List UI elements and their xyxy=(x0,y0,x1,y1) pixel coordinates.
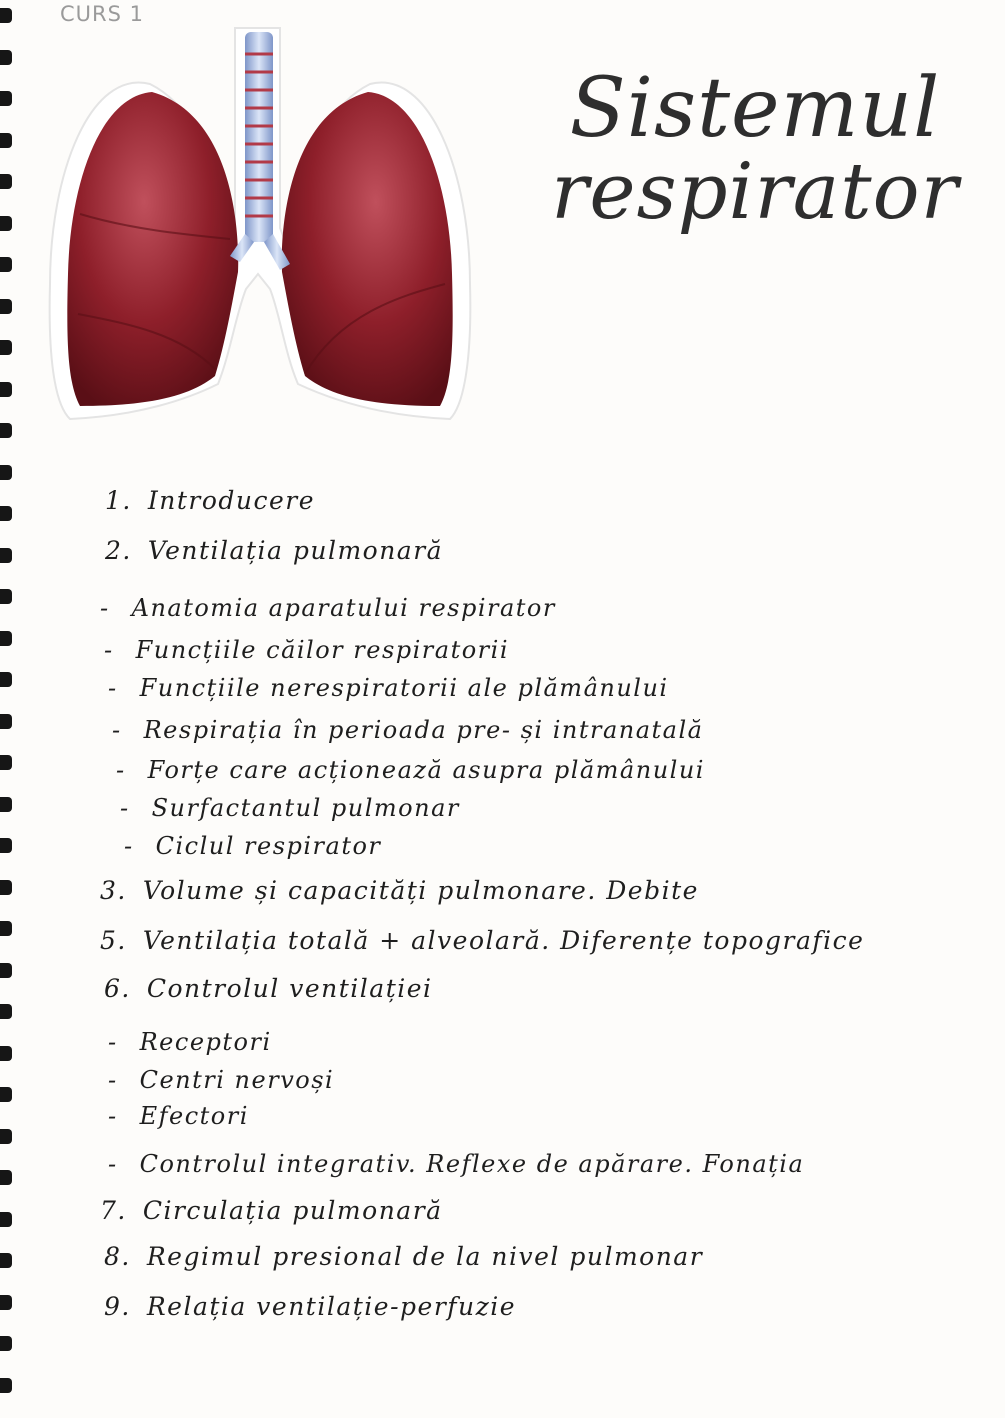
title-line-1: Sistemul xyxy=(569,61,941,156)
outline-subitem: - Controlul integrativ. Reflexe de apărare. Fonația xyxy=(108,1150,805,1178)
course-label: CURS 1 xyxy=(60,2,144,26)
outline-subitem: - Forțe care acționează asupra plămânului xyxy=(116,756,705,784)
title-line-2: respirator xyxy=(551,147,959,238)
outline-item: 5. Ventilația totală + alveolară. Diferențe topografice xyxy=(100,926,865,955)
outline-subitem: - Funcțiile căilor respiratorii xyxy=(104,636,510,664)
outline-item: 9. Relația ventilație-perfuzie xyxy=(104,1292,517,1321)
outline-subitem: - Respirația în perioada pre- și intranatală xyxy=(112,716,704,744)
outline-subitem: - Surfactantul pulmonar xyxy=(120,794,460,822)
outline-item: 2. Ventilația pulmonară xyxy=(105,536,444,565)
outline-subitem: - Receptori xyxy=(108,1028,272,1056)
outline-subitem: - Centri nervoși xyxy=(108,1066,335,1094)
outline-item: 6. Controlul ventilației xyxy=(104,974,433,1003)
outline-item: 1. Introducere xyxy=(105,486,316,515)
outline-subitem: - Anatomia aparatului respirator xyxy=(100,594,556,622)
outline-item: 3. Volume și capacități pulmonare. Debite xyxy=(100,876,699,905)
outline-subitem: - Efectori xyxy=(108,1102,249,1130)
outline-subitem: - Ciclul respirator xyxy=(124,832,382,860)
outline-item: 8. Regimul presional de la nivel pulmonar xyxy=(104,1242,704,1271)
outline-item: 7. Circulația pulmonară xyxy=(100,1196,443,1225)
outline-subitem: - Funcțiile nerespiratorii ale plămânului xyxy=(108,674,669,702)
